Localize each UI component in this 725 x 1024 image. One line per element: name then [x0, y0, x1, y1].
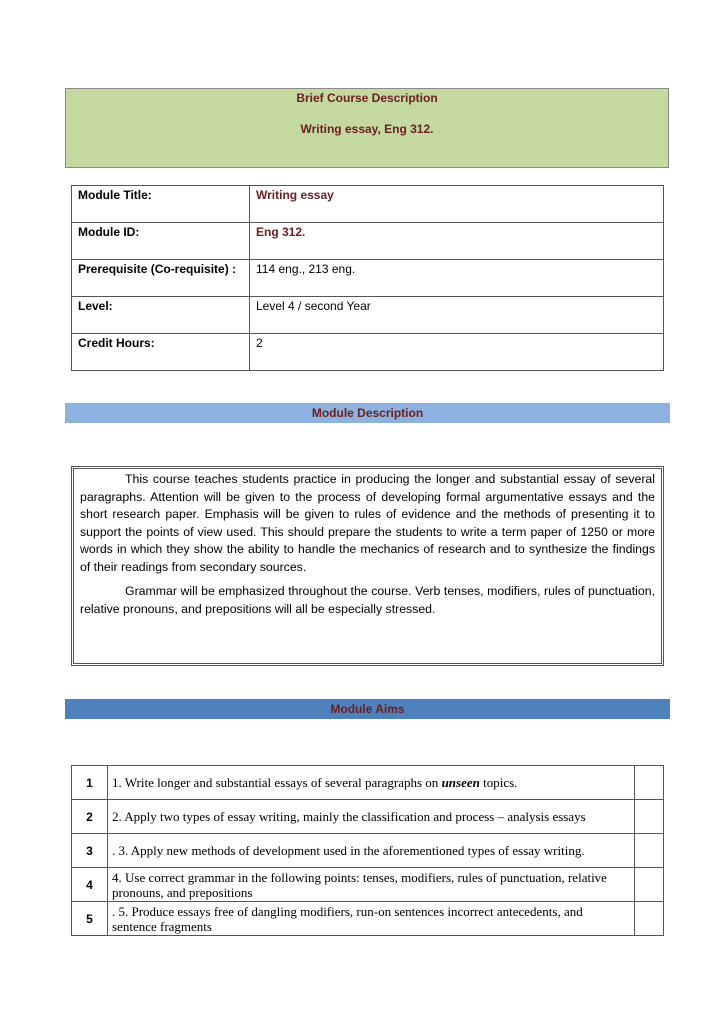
info-key: Module ID:: [72, 223, 250, 260]
info-value: Eng 312.: [250, 223, 664, 260]
info-key: Level:: [72, 297, 250, 334]
table-row: [72, 297, 664, 334]
table-row: [72, 834, 664, 868]
module-description-heading: Module Description: [65, 403, 670, 423]
aim-number: 3: [72, 834, 108, 868]
aim-empty-cell: [635, 868, 664, 902]
aim-text: . 5. Produce essays free of dangling modifiers, run-on sentences incorrect antecedents, and sentence fragments: [108, 902, 635, 936]
module-aims-table: [71, 765, 664, 936]
info-value: Writing essay: [250, 186, 664, 223]
module-description-box: [71, 466, 664, 666]
table-row: [72, 800, 664, 834]
description-paragraph: Grammar will be emphasized throughout the course. Verb tenses, modifiers, rules of punctuation, relative pronouns, and prepositions will all be especially stressed.: [80, 584, 655, 616]
description-paragraph: This course teaches students practice in producing the longer and substantial essay of several paragraphs. Attention will be given to the process of developing formal argumentative essays and the short research paper. Emphasis will be given to rules of evidence and the methods of presenting it to support the points of view used. This should prepare the students to write a term paper of 1250 or more words in which they show the ability to handle the mechanics of research and to synthesize the findings of their readings from secondary sources.: [80, 472, 655, 574]
table-row: [72, 902, 664, 936]
aim-text: [108, 766, 635, 800]
info-key: Credit Hours:: [72, 334, 250, 371]
aim-empty-cell: [635, 766, 664, 800]
module-info-table: [71, 185, 664, 371]
course-header: [65, 88, 669, 168]
info-value: 2: [250, 334, 664, 371]
header-subtitle: Writing essay, Eng 312.: [300, 122, 434, 136]
aim-number: 5: [72, 902, 108, 936]
info-value: 114 eng., 213 eng.: [250, 260, 664, 297]
table-row: [72, 186, 664, 223]
aim-number: 2: [72, 800, 108, 834]
aim-text-start: 1. Write longer and substantial essays of several paragraphs on: [112, 775, 442, 790]
aim-number: 4: [72, 868, 108, 902]
aim-text: 4. Use correct grammar in the following points: tenses, modifiers, rules of punctuation, relative pronouns, and prepositions: [108, 868, 635, 902]
module-aims-heading: Module Aims: [65, 699, 670, 719]
table-row: [72, 260, 664, 297]
header-title: Brief Course Description: [296, 91, 438, 105]
aim-text: 2. Apply two types of essay writing, mainly the classification and process – analysis essays: [108, 800, 635, 834]
info-key: Module Title:: [72, 186, 250, 223]
info-value: Level 4 / second Year: [250, 297, 664, 334]
info-key: Prerequisite (Co-requisite) :: [72, 260, 250, 297]
aim-emphasis: unseen: [441, 775, 480, 790]
aim-text-end: topics.: [479, 775, 518, 790]
aim-text: . 3. Apply new methods of development used in the aforementioned types of essay writing.: [108, 834, 635, 868]
aim-empty-cell: [635, 834, 664, 868]
table-row: [72, 223, 664, 260]
aim-number: 1: [72, 766, 108, 800]
table-row: [72, 868, 664, 902]
aim-empty-cell: [635, 902, 664, 936]
aim-empty-cell: [635, 800, 664, 834]
table-row: [72, 334, 664, 371]
table-row: [72, 766, 664, 800]
